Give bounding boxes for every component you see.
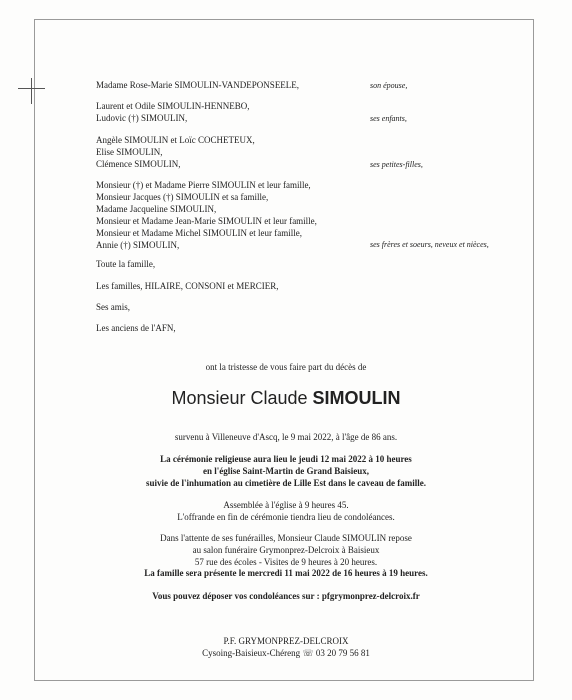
spouse-relation: son épouse, [370, 81, 408, 90]
grandchild-name: Elise SIMOULIN, [96, 147, 163, 157]
child-name: Laurent et Odile SIMOULIN-HENNEBO, [96, 101, 250, 111]
death-line: survenu à Villeneuve d'Ascq, le 9 mai 2022, à l'âge de 86 ans. [174, 432, 398, 442]
gathering-line: Assemblée à l'église à 9 heures 45. [223, 500, 349, 510]
sibling-name: Monsieur et Madame Michel SIMOULIN et leur famille, [96, 228, 302, 238]
family-line: Les anciens de l'AFN, [96, 323, 176, 333]
deceased-last-name: SIMOULIN [312, 388, 401, 408]
deceased-name [0, 388, 572, 409]
family-line: Ses amis, [96, 302, 131, 312]
border-top [34, 19, 534, 20]
ceremony-line: suivie de l'inhumation au cimetière de Lille Est dans le caveau de famille. [145, 478, 427, 488]
border-bottom [34, 680, 534, 681]
sibling-name: Monsieur (†) et Madame Pierre SIMOULIN et leur famille, [96, 180, 311, 190]
border-right [533, 19, 534, 681]
spouse-name: Madame Rose-Marie SIMOULIN-VANDEPONSEELE, [96, 80, 300, 90]
children-relation: ses enfants, [370, 114, 407, 123]
ceremony-line: en l'église Saint-Martin de Grand Baisieux, [202, 466, 369, 476]
family-line: Les familles, HILAIRE, CONSONI et MERCIER, [96, 281, 279, 291]
deceased-first-name: Monsieur Claude [171, 388, 313, 408]
funeral-home-address: Cysoing-Baisieux-Chéreng ☏ 03 20 79 56 81 [202, 648, 370, 658]
grandchild-name: Clémence SIMOULIN, [96, 159, 181, 169]
child-name: Ludovic (†) SIMOULIN, [96, 113, 188, 123]
viewing-line: au salon funéraire Grymonprez-Delcroix à Baisieux [192, 545, 380, 555]
ceremony-line: La cérémonie religieuse aura lieu le jeudi 12 mai 2022 à 10 heures [160, 454, 412, 464]
viewing-line: 57 rue des écoles - Visites de 9 heures à 20 heures. [194, 557, 378, 567]
border-left [34, 19, 35, 681]
sibling-name: Annie (†) SIMOULIN, [96, 240, 180, 250]
siblings-relation: ses frères et soeurs, neveux et nièces, [370, 240, 489, 249]
gathering-line: L'offrande en fin de cérémonie tiendra lieu de condoléances. [177, 512, 395, 522]
grandchild-name: Angèle SIMOULIN et Loïc COCHETEUX, [96, 135, 255, 145]
family-line: Toute la famille, [96, 259, 156, 269]
funeral-home-name: P.F. GRYMONPREZ-DELCROIX [223, 636, 349, 646]
family-presence: La famille sera présente le mercredi 11 mai 2022 de 16 heures à 19 heures. [144, 568, 428, 578]
viewing-line: Dans l'attente de ses funérailles, Monsieur Claude SIMOULIN repose [160, 533, 412, 543]
announcement-intro: ont la tristesse de vous faire part du décès de [205, 362, 367, 372]
condolences-line: Vous pouvez déposer vos condoléances sur : pfgrymonprez-delcroix.fr [152, 591, 420, 601]
sibling-name: Monsieur et Madame Jean-Marie SIMOULIN et leur famille, [96, 216, 317, 226]
grandchildren-relation: ses petites-filles, [370, 160, 423, 169]
sibling-name: Madame Jacqueline SIMOULIN, [96, 204, 217, 214]
sibling-name: Monsieur Jacques (†) SIMOULIN et sa famille, [96, 192, 269, 202]
